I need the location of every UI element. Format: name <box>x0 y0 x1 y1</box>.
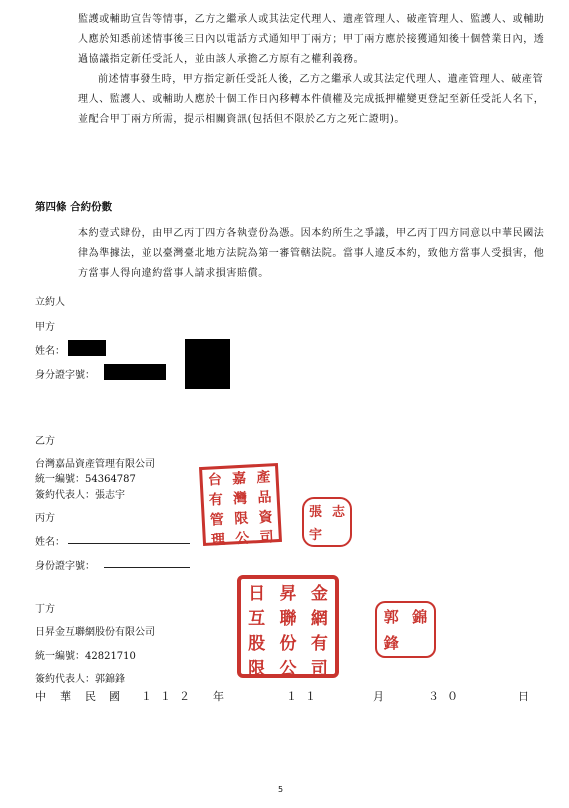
party-b-seal-glyph: 嘉 <box>231 470 247 488</box>
party-d-company-seal <box>237 575 339 678</box>
date-era-2: 華 <box>60 690 72 703</box>
party-d-label: 丁方 <box>35 604 55 615</box>
date-year-unit: 年 <box>213 690 225 703</box>
party-a-label: 甲方 <box>35 322 55 333</box>
party-d-personal-seal-glyph: 錦 <box>412 607 428 626</box>
party-b-seal-glyph: 灣 <box>232 490 248 508</box>
date-era-1: 中 <box>35 690 47 703</box>
date-month: １１ <box>286 690 324 703</box>
signatories-title: 立約人 <box>35 297 65 308</box>
party-b-label: 乙方 <box>35 436 55 447</box>
date-day: ３０ <box>428 690 466 703</box>
date-year: １１２ <box>141 690 198 703</box>
party-b-company: 台灣嘉品資產管理有限公司 <box>35 459 155 470</box>
party-d-seal-glyph: 聯 <box>279 609 297 629</box>
party-b-personal-seal-glyph: 志 <box>331 505 345 520</box>
party-d-seal-glyph: 金 <box>310 584 328 604</box>
party-c-id-line <box>104 567 190 568</box>
party-b-seal-glyph: 產 <box>256 469 271 487</box>
party-d-company: 日昇金互聯網股份有限公司 <box>35 627 155 638</box>
party-b-seal-glyph: 限 <box>233 510 249 528</box>
party-c-id-label: 身份證字號： <box>35 561 95 572</box>
party-b-representative: 簽約代表人：張志宇 <box>35 490 125 501</box>
party-b-company-seal <box>199 463 282 549</box>
party-d-seal-glyph: 互 <box>248 609 266 629</box>
party-a-id-label: 身分證字號： <box>35 370 95 381</box>
party-d-seal-glyph: 有 <box>310 634 328 654</box>
party-b-seal-glyph: 理 <box>210 531 226 549</box>
article-4-body: 本約壹式肆份，由甲乙丙丁四方各執壹份為憑。因本約所生之爭議，甲乙丙丁四方同意以中華民國法律為準據法，並以臺灣臺北地方法院為第一審管轄法院。當事人違反本約，致他方當事人受損害，他方當事人得向違約當事人請求損害賠償。 <box>78 228 545 279</box>
party-a-seal-redaction <box>185 339 230 389</box>
date-era-3: 民 <box>85 690 97 703</box>
party-b-seal-glyph: 有 <box>208 491 224 509</box>
party-b-personal-seal <box>302 497 352 547</box>
clause-continuation <box>78 10 548 130</box>
party-a-id-redaction <box>104 364 166 380</box>
party-b-seal-glyph: 品 <box>257 489 272 507</box>
party-a-name-label: 姓名： <box>35 346 65 357</box>
party-c-label: 丙方 <box>35 513 55 524</box>
party-d-seal-glyph: 限 <box>248 659 266 679</box>
article-4-heading: 第四條 合約份數 <box>35 201 113 213</box>
date-day-unit: 日 <box>518 690 530 703</box>
party-d-personal-seal-glyph: 鋒 <box>383 634 399 653</box>
party-d-seal-glyph: 股 <box>248 634 266 654</box>
party-d-personal-seal <box>375 601 436 658</box>
page-number: 5 <box>278 785 284 794</box>
continuation-paragraph-2: 前述情事發生時，甲方指定新任受託人後，乙方之繼承人或其法定代理人、遺產管理人、破產管理人、監護人、或輔助人應於十個工作日內移轉本件債權及完成抵押權變更登記至新任受託人名下，並配合甲丁兩方所需，提示相關資訊(包括但不限於乙方之死亡證明)。 <box>78 74 545 125</box>
party-d-tax-id: 統一編號：42821710 <box>35 651 136 662</box>
signing-date <box>35 688 535 708</box>
party-d-seal-glyph: 網 <box>310 609 328 629</box>
party-d-seal-glyph: 日 <box>248 584 266 604</box>
party-d-seal-glyph: 公 <box>279 659 297 679</box>
party-d-seal-glyph: 司 <box>310 659 328 679</box>
party-b-seal-glyph: 司 <box>259 529 275 547</box>
party-a-name-redaction <box>68 340 106 356</box>
party-b-seal-glyph: 公 <box>234 530 250 548</box>
party-d-personal-seal-glyph: 郭 <box>383 607 399 626</box>
party-b-tax-id: 統一編號：54364787 <box>35 474 136 485</box>
party-c-name-label: 姓名： <box>35 537 65 548</box>
party-b-seal-glyph: 資 <box>258 509 273 527</box>
party-b-seal-glyph: 管 <box>209 511 225 529</box>
party-d-seal-glyph: 昇 <box>279 584 297 604</box>
party-c-name-line <box>68 543 190 544</box>
date-era-4: 國 <box>109 690 121 703</box>
party-d-representative: 簽約代表人：郭錦鋒 <box>35 674 125 685</box>
party-b-seal-glyph: 台 <box>207 471 223 489</box>
date-month-unit: 月 <box>373 690 385 703</box>
continuation-paragraph-1: 監護或輔助宣告等情事，乙方之繼承人或其法定代理人、遺產管理人、破產管理人、監護人、或輔助人應於知悉前述情事後三日內以電話方式通知甲丁兩方；甲丁兩方應於接獲通知後十個營業日內，透過協議指定新任受託人，並由該人承擔乙方原有之權利義務。 <box>78 14 545 65</box>
party-d-seal-glyph: 份 <box>279 634 297 654</box>
party-b-personal-seal-glyph: 宇 <box>308 528 322 543</box>
party-b-personal-seal-glyph: 張 <box>308 505 322 520</box>
